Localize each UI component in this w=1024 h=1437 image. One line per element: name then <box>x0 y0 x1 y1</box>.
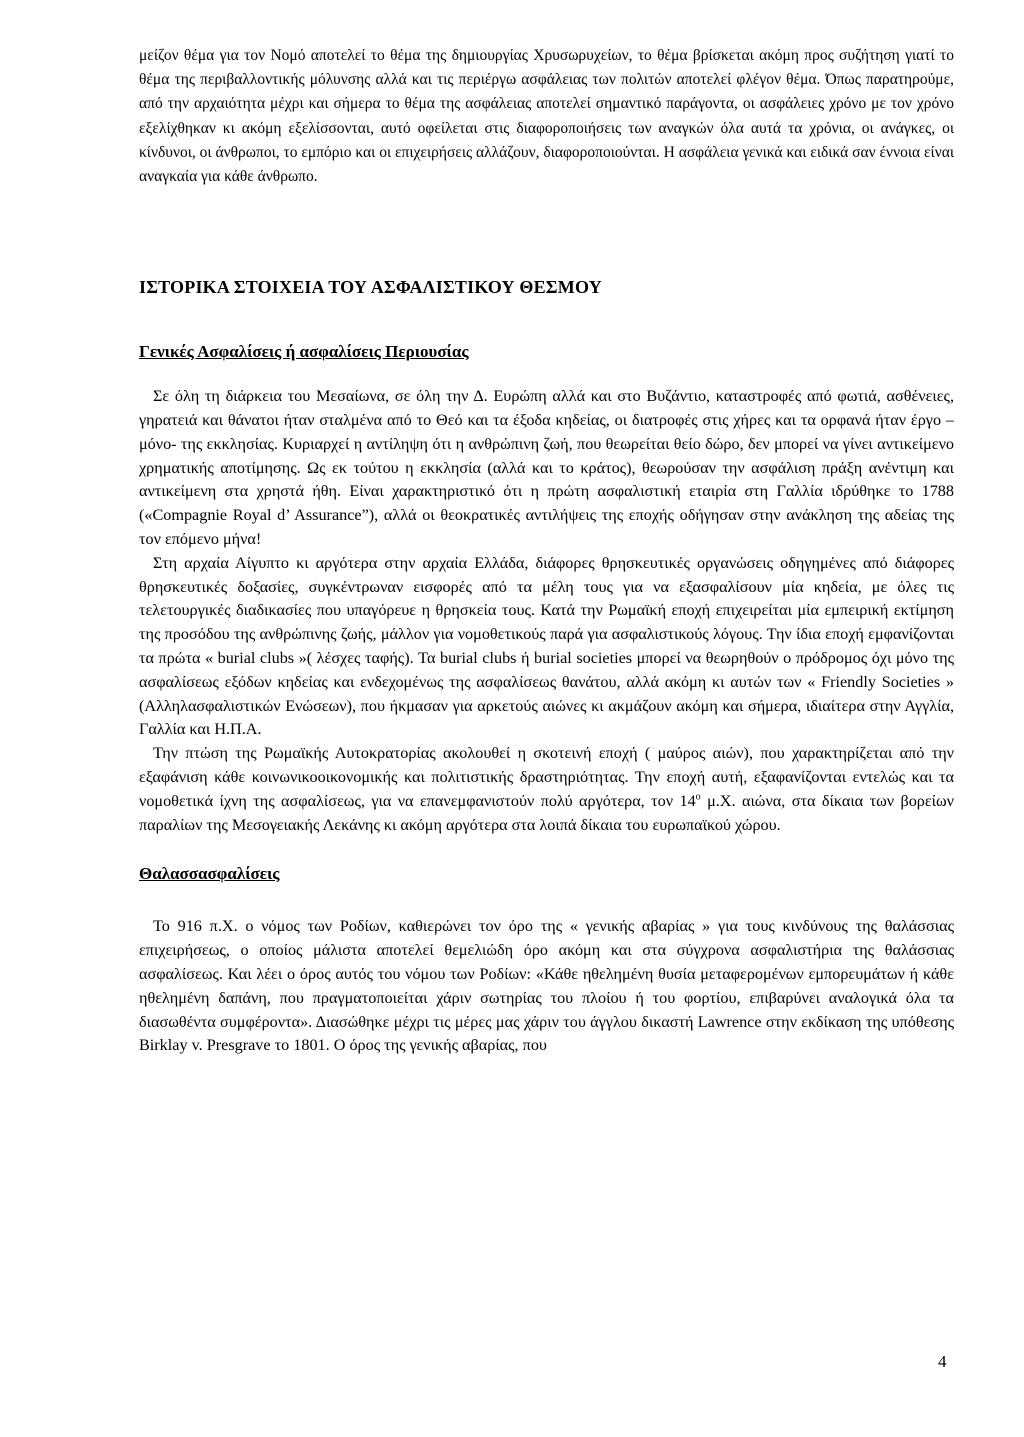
section-heading: ΙΣΤΟΡΙΚΑ ΣΤΟΙΧΕΙΑ ΤΟΥ ΑΣΦΑΛΙΣΤΙΚΟΥ ΘΕΣΜΟΥ <box>139 277 602 298</box>
paragraph-rhodian-law: Το 916 π.Χ. ο νόμος των Ροδίων, καθιερώνει τον όρο της « γενικής αβαρίας » για τους κινδύνους της θαλάσσιας επιχειρήσεως, ο οποίος μάλιστα αποτελεί θεμελιώδη όρο ακόμη και στα σύγχρονα ασφαλιστήρια της θαλάσσιας ασφαλίσεως. Και λέει ο όρος αυτός του νόμου των Ροδίων: «Κάθε ηθελημένη θυσία μεταφερομένων εμπορευμάτων ή κάθε ηθελημένη δαπάνη, που πραγματοποιείται χάριν σωτηρίας του πλοίου ή του φορτίου, επιβαρύνει αναλογικά όλα τα διασωθέντα συμφέροντα». Διασώθηκε μέχρι τις μέρες μας χάριν του άγγλου δικαστή Lawrence στην εκδίκαση της υπόθεσης Birklay v. Presgrave το 1801. Ο όρος της γενικής αβαρίας, που <box>139 917 954 1055</box>
paragraph-roman-text-before: Την πτώση της Ρωμαϊκής Αυτοκρατορίας ακολουθεί η σκοτεινή εποχή ( μαύρος αιών), που χαρακτηρίζεται από την εξαφάνιση κάθε κοινωνικοοικονομικής και πολιτιστικής δραστηριότητας. Την εποχή αυτή, εξαφανίζονται εντελώς και τα νομοθετικά ίχνη της ασφαλίσεως, για να επανεμφανιστούν πολύ αργότερα, τον 14 <box>139 744 954 810</box>
paragraph-middle-ages: Σε όλη τη διάρκεια του Μεσαίωνα, σε όλη την Δ. Ευρώπη αλλά και στο Βυζάντιο, καταστροφές από φωτιά, ασθένειες, γηρατειά και θάνατοι ήταν σταλμένα από το Θεό και τα έξοδα κηδείας, οι διατροφές στις χήρες και τα ορφανά ήταν έργο –μόνο- της εκκλησίας. Κυριαρχεί η αντίληψη ότι η ανθρώπινη ζωή, που θεωρείται θείο δώρο, δεν μπορεί να γίνει αντικείμενο χρηματικής αποτίμησης. Ως εκ τούτου η εκκλησία (αλλά και το κράτος), θεωρούσαν την ασφάλιση πράξη ανέντιμη και αντικείμενη στα χρηστά ήθη. Είναι χαρακτηριστικό ότι η πρώτη ασφαλιστική εταιρία στη Γαλλία ιδρύθηκε το 1788 («Compagnie Royal d’ Assurance”), αλλά οι θεοκρατικές αντιλήψεις της εποχής οδήγησαν στην ανάκληση της αδείας της τον επόμενο μήνα! <box>139 387 954 548</box>
subsection-heading-marine-insurance: Θαλασσασφαλίσεις <box>139 864 280 884</box>
ordinal-superscript: ο <box>695 791 701 803</box>
page-number: 4 <box>938 1352 947 1371</box>
subsection-heading-general-insurance: Γενικές Ασφαλίσεις ή ασφαλίσεις Περιουσίας <box>139 342 469 362</box>
paragraph-roman-empire-fall <box>139 742 954 837</box>
page-content <box>139 44 954 1058</box>
paragraph-ancient-egypt: Στη αρχαία Αίγυπτο κι αργότερα στην αρχαία Ελλάδα, διάφορες θρησκευτικές οργανώσεις οδηγημένες από διάφορες θρησκευτικές δοξασίες, συγκέντρωναν εισφορές από τα μέλη τους για να εξασφαλίσουν μία κηδεία, με όλες τις τελετουργικές διαδικασίες που υπαγόρευε η θρησκεία τους. Κατά την Ρωμαϊκή εποχή επιχειρείται μία εμπειρική εκτίμηση της προσόδου της ανθρώπινης ζωής, μάλλον για νομοθετικούς παρά για ασφαλιστικούς λόγους. Την ίδια εποχή εμφανίζονται τα πρώτα « burial clubs »( λέσχες ταφής). Τα burial clubs ή burial societies μπορεί να θεωρηθούν ο πρόδρομος όχι μόνο της ασφαλίσεως εξόδων κηδείας και ενδεχομένως της ασφαλίσεως θανάτου, αλλά ακόμη κι αυτών των « Friendly Societies » (Αλληλασφαλιστικών Ενώσεων), που ήκμασαν για αρκετούς αιώνες κι ακμάζουν ακόμη και σήμερα, ιδιαίτερα στην Αγγλία, Γαλλία και Η.Π.Α. <box>139 553 954 739</box>
paragraph-roman-text-after: μ.Χ. αιώνα, στα δίκαια των βορείων παραλίων της Μεσογειακής Λεκάνης κι ακόμη αργότερα στα λοιπά δίκαια του ευρωπαϊκού χώρου. <box>139 791 954 834</box>
intro-paragraph: μείζον θέμα για τον Νομό αποτελεί το θέμα της δημιουργίας Χρυσωρυχείων, το θέμα βρίσκεται ακόμη προς συζήτηση γιατί το θέμα της περιβαλλοντικής μόλυνσης αλλά και τις περιέργω ασφάλειας των πολιτών αποτελεί φλέγον θέμα. Όπως παρατηρούμε, από την αρχαιότητα μέχρι και σήμερα το θέμα της ασφάλειας αποτελεί σημαντικό παράγοντα, οι ασφάλειες χρόνο με τον χρόνο εξελίχθηκαν κι ακόμη εξελίσσονται, αυτό οφείλεται στις διαφοροποιήσεις των αναγκών όλα αυτά τα χρόνια, οι ανάγκες, οι κίνδυνοι, οι άνθρωποι, το εμπόριο και οι επιχειρήσεις αλλάζουν, διαφοροποιούνται. Η ασφάλεια γενικά και ειδικά σαν έννοια είναι αναγκαία για κάθε άνθρωπο. <box>139 47 954 186</box>
